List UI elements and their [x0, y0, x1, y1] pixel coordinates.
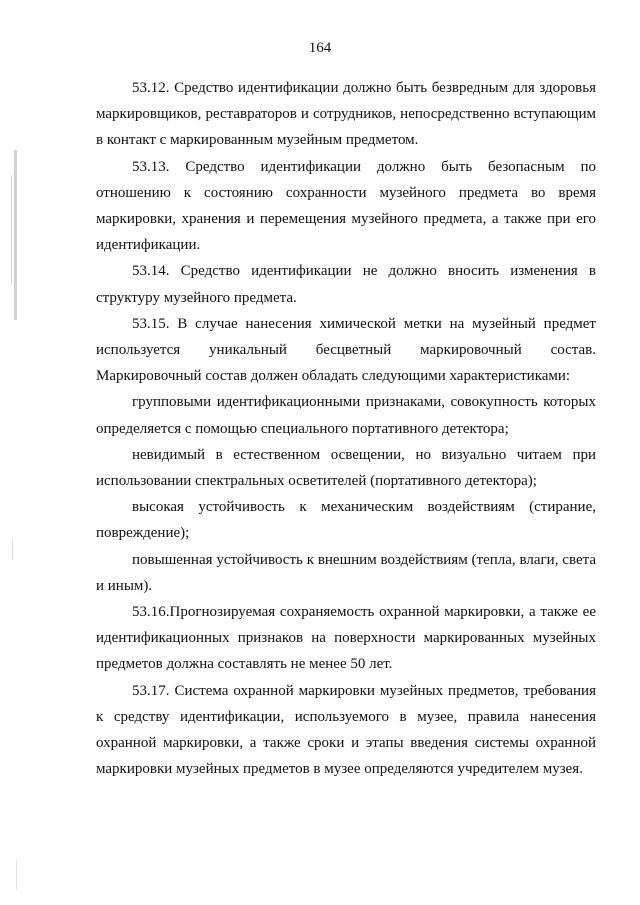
- list-item-invisible: невидимый в естественном освещении, но визуально читаем при использовании спектральных осветителей (портативного детектора);: [96, 446, 596, 490]
- paragraph-53-12: 53.12. Средство идентификации должно быть безвредным для здоровья маркировщиков, реставраторов и сотрудников, непосредственно вступающим в контакт с маркированным музейным предметом.: [96, 80, 596, 149]
- list-item-group-features: групповыми идентификационными признаками, совокупность которых определяется с помощью специального портативного детектора;: [96, 394, 596, 437]
- paragraph-53-15: 53.15. В случае нанесения химической метки на музейный предмет используется уникальный бесцветный маркировочный состав. Маркировочный состав должен обладать следующими характеристиками:: [96, 315, 596, 385]
- scan-edge-artifact: [14, 150, 17, 320]
- scan-edge-artifact: [12, 540, 13, 560]
- list-item-mechanical-resistance: высокая устойчивость к механическим воздействиям (стирание, повреждение);: [96, 499, 596, 542]
- scan-edge-artifact: [16, 860, 17, 890]
- paragraph-53-14: 53.14. Средство идентификации не должно вносить изменения в структуру музейного предмета.: [96, 263, 596, 306]
- scan-edge-artifact: [11, 175, 12, 285]
- paragraph-53-17: 53.17. Система охранной маркировки музейных предметов, требования к средству идентификации, используемого в музее, правила нанесения охранной маркировки, а также сроки и этапы введения системы охранной маркировки музейных предметов в музее определяются учредителем музея.: [96, 682, 596, 778]
- paragraph-53-16: 53.16.Прогнозируемая сохраняемость охранной маркировки, а также ее идентификационных признаков на поверхности маркированных музейных предметов должна составлять не менее 50 лет.: [96, 604, 596, 673]
- paragraph-53-13: 53.13. Средство идентификации должно быть безопасным по отношению к состоянию сохранности музейного предмета во время маркировки, хранения и перемещения музейного предмета, а также при его идентификации.: [96, 158, 596, 254]
- page-number: 164: [308, 40, 332, 56]
- list-item-external-resistance: повышенная устойчивость к внешним воздействиям (тепла, влаги, света и иным).: [96, 551, 596, 594]
- document-body: [96, 75, 596, 782]
